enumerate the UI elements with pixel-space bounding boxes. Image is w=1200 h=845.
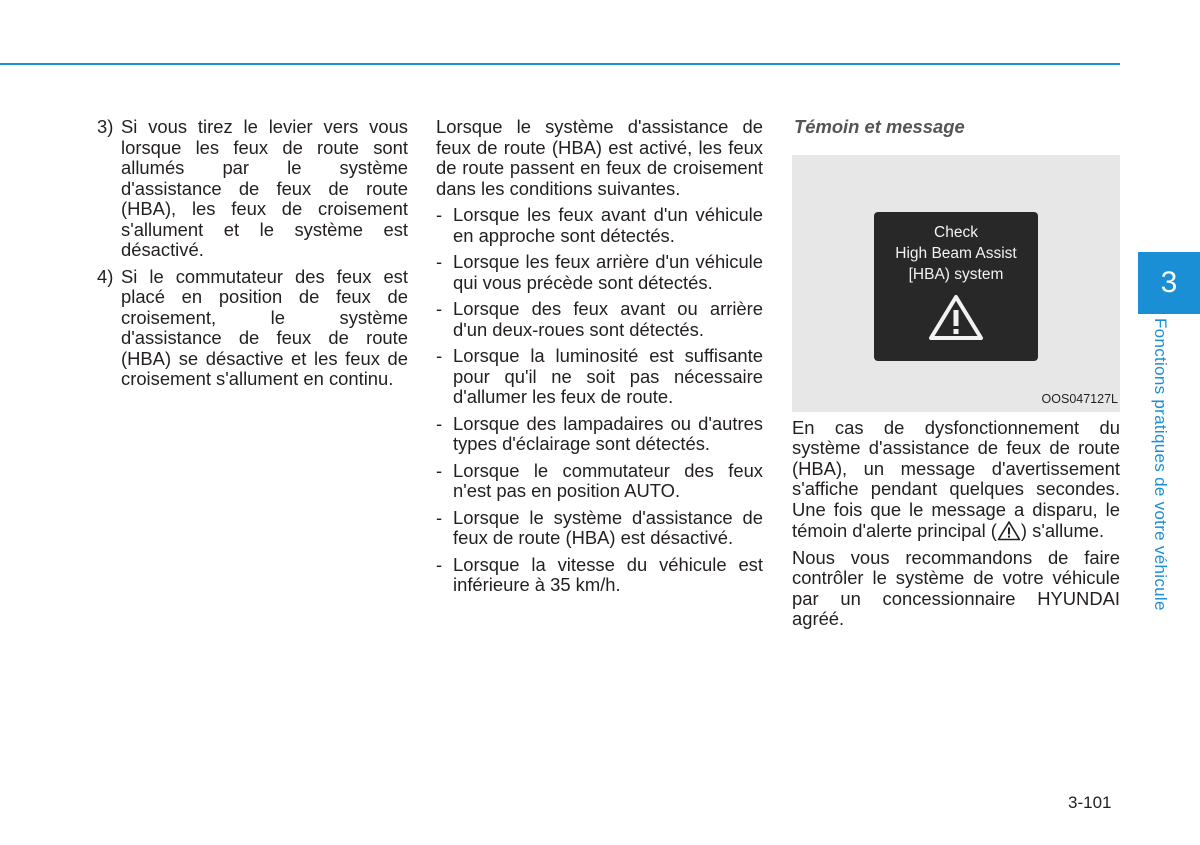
list-item	[436, 414, 763, 455]
dash-marker: -	[436, 251, 443, 272]
column-1	[97, 117, 408, 396]
paragraph-text: ) s'allume.	[1020, 520, 1105, 541]
dash-marker: -	[436, 506, 443, 528]
list-item	[436, 555, 763, 596]
warning-triangle-icon	[928, 293, 984, 341]
dash-marker: -	[436, 553, 443, 575]
figure-code: OOS047127L	[1041, 392, 1118, 406]
dash-marker: -	[436, 298, 443, 319]
dash-marker: -	[436, 459, 443, 481]
list-item-text: Lorsque des lampadaires ou d'autres types d'éclairage sont détectés.	[453, 412, 763, 454]
list-item-text: Lorsque le système d'assistance de feux de route (HBA) est désactivé.	[453, 506, 763, 548]
chapter-tab: 3	[1138, 252, 1200, 314]
section-title: Témoin et message	[794, 116, 965, 137]
list-item-text: Lorsque les feux avant d'un véhicule en approche sont détectés.	[453, 204, 763, 246]
intro-paragraph: Lorsque le système d'assistance de feux de route (HBA) est activé, les feux de route passent en feux de croisement dans les conditions suivantes.	[436, 116, 763, 199]
list-item	[436, 461, 763, 502]
paragraph-text: En cas de dysfonctionnement du système d'assistance de feux de route (HBA), un message d'avertissement s'affiche pendant quelques secondes. Une fois que le message a disparu, le témoin d'alerte principal (	[792, 416, 1120, 541]
recommendation-paragraph: Nous vous recommandons de faire contrôler le système de votre véhicule par un concessionnaire HYUNDAI agréé.	[792, 546, 1120, 629]
conditions-list	[436, 205, 763, 596]
list-item-text: Lorsque des feux avant ou arrière d'un deux-roues sont détectés.	[453, 298, 763, 340]
header-rule	[0, 63, 1120, 65]
dash-marker: -	[436, 345, 443, 366]
list-item	[436, 508, 763, 549]
cluster-figure	[792, 155, 1120, 412]
list-item-text: Lorsque la luminosité est suffisante pour qu'il ne soit pas nécessaire d'allumer les feux de route.	[453, 345, 763, 407]
warning-triangle-icon	[997, 520, 1021, 541]
list-item	[97, 267, 408, 390]
column-3	[792, 117, 1120, 636]
list-item	[436, 299, 763, 340]
malfunction-paragraph	[792, 418, 1120, 542]
list-item	[436, 205, 763, 246]
list-item	[436, 252, 763, 293]
list-item-text: Lorsque le commutateur des feux n'est pas en position AUTO.	[453, 459, 763, 501]
display-line: Check	[934, 223, 978, 241]
chapter-side-title: Fonctions pratiques de votre véhicule	[1151, 318, 1170, 611]
list-number: 4)	[97, 265, 114, 287]
page-number: 3-101	[1068, 793, 1112, 812]
display-line: High Beam Assist	[895, 244, 1017, 262]
list-item-text: Lorsque la vitesse du véhicule est inférieure à 35 km/h.	[453, 553, 763, 595]
column-2	[436, 117, 763, 602]
list-item-text: Si vous tirez le levier vers vous lorsque les feux de route sont allumés par le système d'assistance de feux de route (HBA), les feux de croisement s'allument et le système est désactivé.	[121, 116, 408, 260]
list-item	[436, 346, 763, 408]
list-item	[97, 117, 408, 261]
cluster-display	[874, 212, 1038, 361]
numbered-list	[97, 117, 408, 390]
display-line: [HBA) system	[908, 265, 1004, 283]
dash-marker: -	[436, 204, 443, 225]
dash-marker: -	[436, 412, 443, 434]
list-item-text: Lorsque les feux arrière d'un véhicule qui vous précède sont détectés.	[453, 251, 763, 293]
list-number: 3)	[97, 116, 114, 137]
list-item-text: Si le commutateur des feux est placé en position de feux de croisement, le système d'assistance de feux de route (HBA) se désactive et les feux de croisement s'allument en continu.	[121, 265, 408, 389]
